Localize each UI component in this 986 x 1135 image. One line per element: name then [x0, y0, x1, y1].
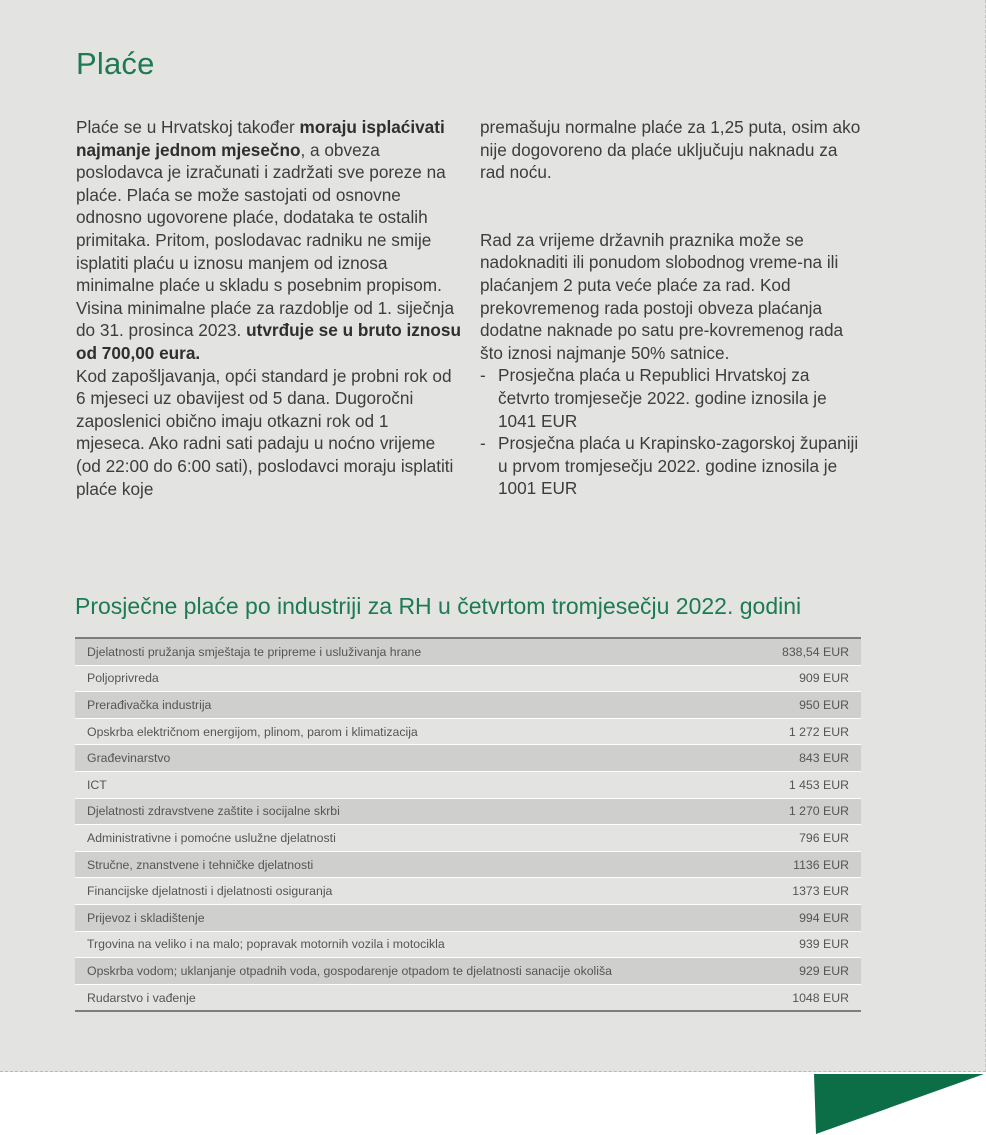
industry-name-cell: Rudarstvo i vađenje	[75, 984, 749, 1011]
table-row	[75, 984, 861, 1011]
list-item: - Prosječna plaća u Krapinsko-zagorskoj županiji u prvom tromjesečju 2022. godine iznosila je 1001 EUR	[480, 432, 865, 500]
average-wage-cell: 1373 EUR	[749, 878, 861, 905]
industry-name-cell: Djelatnosti zdravstvene zaštite i socijalne skrbi	[75, 798, 749, 825]
table-title: Prosječne plaće po industriji za RH u četvrtom tromjesečju 2022. godini	[75, 593, 802, 619]
spacer	[480, 184, 865, 229]
average-wage-cell: 909 EUR	[749, 665, 861, 692]
average-wage-cell: 796 EUR	[749, 825, 861, 852]
average-wage-cell: 994 EUR	[749, 904, 861, 931]
table-row	[75, 958, 861, 985]
table-row	[75, 878, 861, 905]
industry-name-cell: Opskrba vodom; uklanjanje otpadnih voda, gospodarenje otpadom te djelatnosti sanacije okoliša	[75, 958, 749, 985]
table-row	[75, 904, 861, 931]
paragraph-probation: Kod zapošljavanja, opći standard je probni rok od 6 mjeseci uz obavijest od 5 dana. Dugoročni zaposlenici obično imaju otkazni rok od 1 mjeseca. Ako radni sati padaju u noćno vrijeme (od 22:00 do 6:00 sati), poslodavci moraju isplatiti plaće koje	[76, 365, 454, 499]
industry-name-cell: Prerađivačka industrija	[75, 692, 749, 719]
average-wage-cell: 1 453 EUR	[749, 771, 861, 798]
industry-wage-table	[75, 637, 861, 1012]
industry-name-cell: Opskrba električnom energijom, plinom, parom i klimatizacija	[75, 718, 749, 745]
text-span: , a obveza poslodavca je izračunati i zadržati sve poreze na plaće. Plaća se može sastojati od osnovne odnosno ugovorene plaće, dodataka te ostalih primitaka. Pritom, poslodavac radniku ne smije isplatiti plaću u iznosu manjem od iznosa minimalne plaće u skladu s posebnim propisom.	[76, 139, 446, 296]
table-row	[75, 825, 861, 852]
industry-name-cell: Poljoprivreda	[75, 665, 749, 692]
table-row	[75, 718, 861, 745]
paragraph-night-work: premašuju normalne plaće za 1,25 puta, osim ako nije dogovoreno da plaće uključuju naknadu za rad noću.	[480, 117, 861, 183]
table-row	[75, 851, 861, 878]
average-wage-list	[480, 364, 865, 500]
industry-name-cell: Trgovina na veliko i na malo; popravak motornih vozila i motocikla	[75, 931, 749, 958]
industry-name-cell: Prijevoz i skladištenje	[75, 904, 749, 931]
list-item: - Prosječna plaća u Republici Hrvatskoj za četvrto tromjesečje 2022. godine iznosila je 1041 EUR	[480, 364, 865, 432]
text-span: Visina minimalne plaće za razdoblje od 1. siječnja do 31. prosinca 2023.	[76, 297, 455, 341]
average-wage-cell: 1136 EUR	[749, 851, 861, 878]
average-wage-cell: 939 EUR	[749, 931, 861, 958]
industry-name-cell: Djelatnosti pružanja smještaja te pripreme i usluživanja hrane	[75, 638, 749, 665]
table-row	[75, 798, 861, 825]
bold-text: utvrđuje se u bruto iznosu od 700,00 eura.	[76, 320, 461, 363]
table-row	[75, 638, 861, 665]
average-wage-cell: 838,54 EUR	[749, 638, 861, 665]
table-row	[75, 692, 861, 719]
paragraph-wage-payment	[76, 116, 461, 297]
table-row	[75, 745, 861, 772]
average-wage-cell: 1 272 EUR	[749, 718, 861, 745]
table-row	[75, 665, 861, 692]
table-body	[75, 638, 861, 1011]
average-wage-cell: 929 EUR	[749, 958, 861, 985]
paragraph-holiday-work: Rad za vrijeme državnih praznika može se nadoknaditi ili ponudom slobodnog vreme-na ili plaćanjem 2 puta veće plaće za rad. Kod prekovremenog rada postoji obveza plaćanja dodatne naknade po satu pre-kovremenog rada što iznosi najmanje 50% satnice.	[480, 229, 844, 363]
industry-name-cell: Administrativne i pomoćne uslužne djelatnosti	[75, 825, 749, 852]
industry-name-cell: Stručne, znanstvene i tehničke djelatnosti	[75, 851, 749, 878]
right-text-column	[480, 116, 865, 500]
text-span: Plaće se u Hrvatskoj također	[76, 117, 300, 137]
page-title: Plaće	[76, 46, 155, 81]
average-wage-cell: 950 EUR	[749, 692, 861, 719]
average-wage-cell: 843 EUR	[749, 745, 861, 772]
industry-name-cell: Građevinarstvo	[75, 745, 749, 772]
paragraph-minimum-wage	[76, 297, 461, 365]
industry-name-cell: ICT	[75, 771, 749, 798]
left-text-column	[76, 116, 461, 500]
average-wage-cell: 1 270 EUR	[749, 798, 861, 825]
industry-name-cell: Financijske djelatnosti i djelatnosti osiguranja	[75, 878, 749, 905]
green-corner-triangle	[814, 1072, 986, 1135]
bold-text: moraju isplaćivati najmanje jednom mjesečno	[76, 117, 445, 160]
average-wage-cell: 1048 EUR	[749, 984, 861, 1011]
table-row	[75, 931, 861, 958]
table-row	[75, 771, 861, 798]
